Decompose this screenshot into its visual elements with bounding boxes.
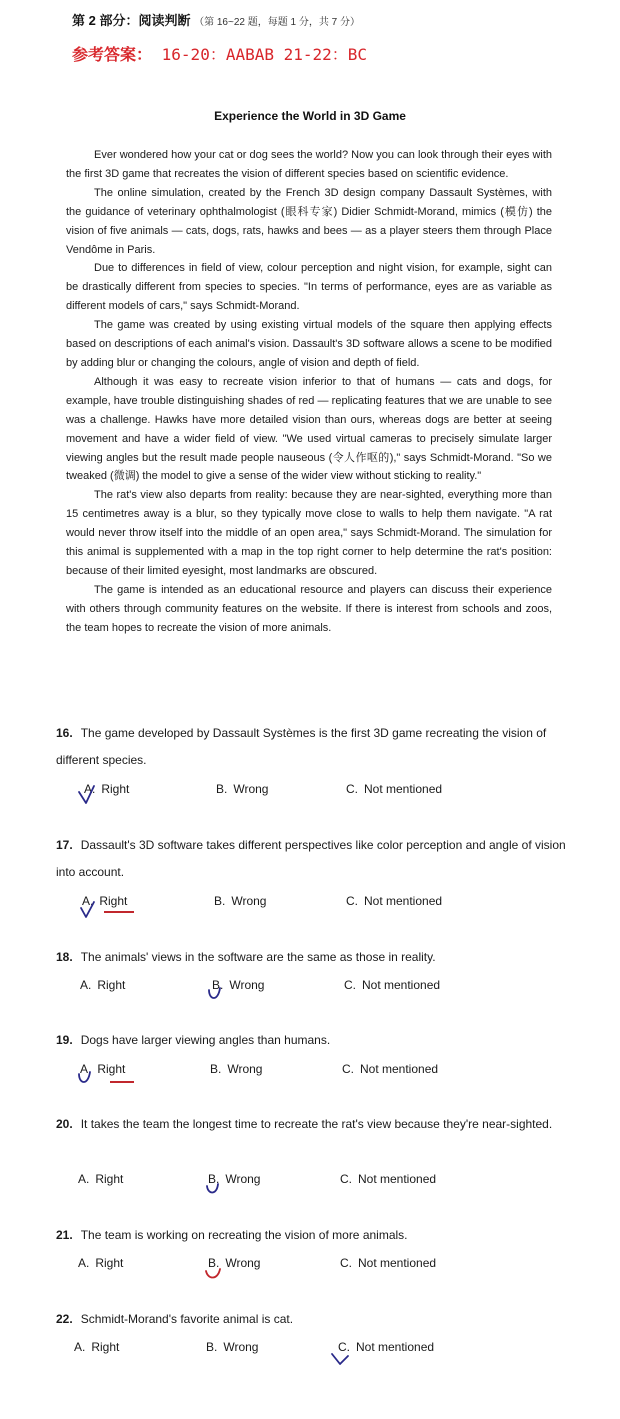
option-letter: C. bbox=[340, 1256, 352, 1270]
option-label: Right bbox=[97, 1062, 126, 1076]
option-label: Right bbox=[99, 894, 128, 908]
option-label: Right bbox=[91, 1340, 120, 1354]
option-label: Not mentioned bbox=[358, 1172, 437, 1186]
question-number: 22. bbox=[56, 1312, 73, 1326]
option-label: Wrong bbox=[225, 1256, 261, 1270]
option-letter: B. bbox=[208, 1172, 220, 1186]
option-label: Not mentioned bbox=[364, 894, 443, 908]
question-number: 21. bbox=[56, 1228, 73, 1242]
option-letter: B. bbox=[206, 1340, 218, 1354]
option-label: Wrong bbox=[227, 1062, 263, 1076]
option-letter: C. bbox=[346, 894, 358, 908]
q20-option-c[interactable] bbox=[340, 1172, 436, 1186]
option-label: Wrong bbox=[229, 978, 265, 992]
article-paragraph: The game is intended as an educational resource and players can discuss their experience with others through community features on the website. If there is interest from schools and zoos, the team hopes to recreate the vision of more animals. bbox=[66, 583, 552, 634]
question-22 bbox=[56, 1306, 584, 1333]
section-note: （第 16~22 题，每题 1 分，共 7 分） bbox=[194, 17, 360, 28]
option-label: Wrong bbox=[223, 1340, 259, 1354]
check-mark-icon bbox=[206, 982, 226, 1004]
q22-option-b[interactable] bbox=[206, 1340, 258, 1354]
question-text: Schmidt-Morand's favorite animal is cat. bbox=[80, 1312, 294, 1326]
q16-option-c[interactable] bbox=[346, 782, 442, 796]
answer-key-value: 16-20：AABAB 21-22：BC bbox=[161, 45, 368, 64]
question-number: 18. bbox=[56, 950, 73, 964]
option-letter: B. bbox=[214, 894, 226, 908]
option-letter: C. bbox=[340, 1172, 352, 1186]
question-20 bbox=[56, 1111, 584, 1138]
answer-underline bbox=[110, 1081, 134, 1083]
answer-key bbox=[72, 42, 367, 65]
option-letter: A. bbox=[80, 978, 92, 992]
question-text: The team is working on recreating the vision of more animals. bbox=[80, 1228, 408, 1242]
article-paragraph: The game was created by using existing virtual models of the square then applying effects based on descriptions of each animal's vision. Dassault's 3D software allows a scene to be modified by adding blur or changing the colours, angle of vision and depth of field. bbox=[66, 319, 553, 369]
check-mark-icon bbox=[204, 1260, 224, 1282]
question-17 bbox=[56, 832, 584, 886]
check-mark-icon bbox=[204, 1176, 224, 1198]
option-letter: C. bbox=[344, 978, 356, 992]
question-number: 17. bbox=[56, 838, 73, 852]
option-letter: C. bbox=[346, 782, 358, 796]
question-text: The game developed by Dassault Systèmes is the first 3D game recreating the vision of different species. bbox=[56, 726, 547, 767]
answer-underline bbox=[104, 911, 134, 913]
check-mark-icon bbox=[77, 784, 97, 806]
q19-option-c[interactable] bbox=[342, 1062, 438, 1076]
q18-option-c[interactable] bbox=[344, 978, 440, 992]
q19-option-b[interactable] bbox=[210, 1062, 262, 1076]
answer-key-label: 参考答案： bbox=[72, 45, 153, 64]
option-label: Wrong bbox=[231, 894, 267, 908]
article-paragraph: The rat's view also departs from reality: because they are near-sighted, everything more than 15 centimetres away is a blur, so they typically move close to walls to help them navigate. "A rat would never throw itself into the middle of an open area," says Schmidt-Morand. The simulation for this animal is supplemented with a map in the top right corner to help determine the rat's position: because of their limited eyesight, most landmarks are obscured. bbox=[66, 489, 552, 577]
q16-option-b[interactable] bbox=[216, 782, 268, 796]
q18-option-a[interactable] bbox=[80, 978, 125, 992]
option-letter: A. bbox=[82, 894, 94, 908]
option-label: Right bbox=[95, 1172, 124, 1186]
option-letter: C. bbox=[338, 1340, 350, 1354]
check-mark-icon bbox=[78, 898, 98, 920]
option-letter: A. bbox=[80, 1062, 92, 1076]
question-number: 19. bbox=[56, 1033, 73, 1047]
option-letter: B. bbox=[208, 1256, 220, 1270]
article-paragraph: Ever wondered how your cat or dog sees the world? Now you can look through their eyes with the first 3D game that recreates the vision of different species based on scientific evidence. bbox=[66, 149, 552, 180]
q22-option-a[interactable] bbox=[74, 1340, 119, 1354]
option-label: Not mentioned bbox=[364, 782, 443, 796]
q21-option-a[interactable] bbox=[78, 1256, 123, 1270]
question-text: Dogs have larger viewing angles than humans. bbox=[80, 1033, 331, 1047]
option-letter: C. bbox=[342, 1062, 354, 1076]
section-label: 第 2 部分：阅读判断 bbox=[72, 13, 191, 28]
option-letter: B. bbox=[212, 978, 224, 992]
option-label: Wrong bbox=[225, 1172, 261, 1186]
question-text: It takes the team the longest time to recreate the rat's view because they're near-sighted. bbox=[80, 1117, 553, 1131]
question-number: 16. bbox=[56, 726, 73, 740]
question-text: Dassault's 3D software takes different perspectives like color perception and angle of vision into account. bbox=[56, 838, 566, 879]
section-title bbox=[72, 10, 360, 29]
check-mark-icon bbox=[330, 1348, 350, 1370]
option-label: Not mentioned bbox=[360, 1062, 439, 1076]
option-letter: A. bbox=[84, 782, 96, 796]
question-number: 20. bbox=[56, 1117, 73, 1131]
option-label: Right bbox=[101, 782, 130, 796]
option-label: Not mentioned bbox=[362, 978, 441, 992]
article-body bbox=[66, 146, 552, 638]
option-letter: B. bbox=[210, 1062, 222, 1076]
option-label: Wrong bbox=[233, 782, 269, 796]
question-21 bbox=[56, 1222, 584, 1249]
option-letter: A. bbox=[74, 1340, 86, 1354]
article-title: Experience the World in 3D Game bbox=[214, 109, 406, 123]
q21-option-c[interactable] bbox=[340, 1256, 436, 1270]
check-mark-icon bbox=[76, 1066, 96, 1088]
option-label: Right bbox=[97, 978, 126, 992]
article-paragraph: Due to differences in field of view, colour perception and night vision, for example, sight can be drastically different from species to species. "In terms of performance, eyes are as variable as different models of cars," says Schmidt-Morand. bbox=[66, 262, 552, 313]
article-paragraph: Although it was easy to recreate vision inferior to that of humans — cats and dogs, for example, have trouble distinguishing shades of red — replicating features that we are unable to see was a challenge. Hawks have more detailed vision than ours, whereas dogs are better at seeing movement and have a wider field of view. "We used virtual cameras to precisely simulate larger viewing angles but the result made people nauseous (令人作呕的)," says Schmidt-Morand. "So we tweaked (微调) the model to give a sense of the wider view without sticking to reality." bbox=[66, 375, 552, 483]
article-paragraph: The online simulation, created by the French 3D design company Dassault Systèmes, with the guidance of veterinary ophthalmologist (眼科专家) Didier Schmidt-Morand, mimics (模仿) the vision of five animals — cats, dogs, rats, hawks and bees — as a player steers them through Place Vendôme in Paris. bbox=[66, 186, 552, 256]
option-letter: B. bbox=[216, 782, 228, 796]
option-letter: A. bbox=[78, 1172, 90, 1186]
q17-option-c[interactable] bbox=[346, 894, 442, 908]
q20-option-a[interactable] bbox=[78, 1172, 123, 1186]
question-18 bbox=[56, 944, 584, 971]
question-19 bbox=[56, 1027, 584, 1054]
option-label: Right bbox=[95, 1256, 124, 1270]
option-label: Not mentioned bbox=[358, 1256, 437, 1270]
q17-option-b[interactable] bbox=[214, 894, 266, 908]
question-16 bbox=[56, 720, 584, 774]
question-text: The animals' views in the software are the same as those in reality. bbox=[80, 950, 436, 964]
option-label: Not mentioned bbox=[356, 1340, 435, 1354]
option-letter: A. bbox=[78, 1256, 90, 1270]
q22-option-c[interactable] bbox=[338, 1340, 434, 1354]
